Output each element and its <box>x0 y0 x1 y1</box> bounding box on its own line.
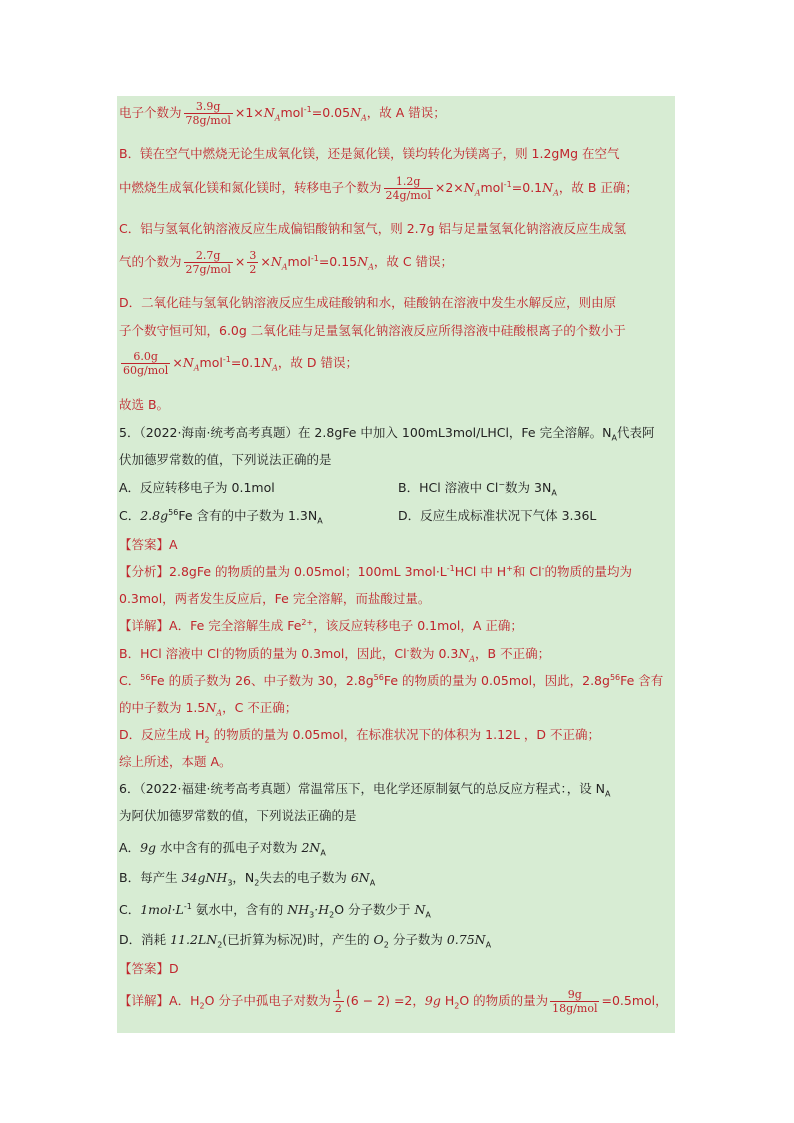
answer-5: 【答案】A <box>119 537 178 552</box>
answer-6: 【答案】D <box>119 961 179 976</box>
text: 电子个数为 <box>119 105 182 120</box>
line-5: 气的个数为 $\frac{2.7g}{\text{27g/mol}}$ × $\frac{3}{2}$ $\times N_Amol^{-1}=0.15N_A$，故 C 错误； <box>119 249 454 276</box>
analysis-5-line-1: 【分析】2.8gFe 的物质的量为 0.05mol；100mL $3mol\cdot L^{-1}HCl$ 中 H+和 Cl-的物质的量均为 <box>119 563 632 579</box>
line-8: $\frac{6.0g}{\text{60g/mol}}$ $\times N_Amol^{-1}=0.1N_A$，故 D 错误； <box>123 350 358 377</box>
detail-5-line-4: 的中子数为 $1.5N_A$，C 不正确； <box>119 700 298 718</box>
fraction: $\frac{6.0g}{\text{60g/mol}}$ <box>123 350 169 377</box>
fraction: $\frac{3.9g}{\text{78g/mol}}$ <box>185 100 231 127</box>
detail-5-line-3: C．$^{56}$Fe 的质子数为 26、中子数为 30，$2.8g^{56}Fe$ 的物质的量为 0.05mol，因此，$2.8g^{56}Fe$ 含有 <box>119 672 664 688</box>
fraction: $\frac{3}{2}$ <box>249 249 257 276</box>
line-6: D．二氧化硅与氢氧化钠溶液反应生成硅酸钠和水，硅酸钠在溶液中发生水解反应，则由原 <box>119 295 617 310</box>
fraction: $\frac{9g}{\text{18g/mol}}$ <box>552 988 598 1015</box>
line-7: 子个数守恒可知，6.0g 二氧化硅与足量氢氧化钠溶液反应所得溶液中硅酸根离子的个数小于 <box>119 323 626 338</box>
option-6b: B．每产生 34gNH$_3$，$N_2$失去的电子数为 $6N_A$ <box>119 870 376 888</box>
option-6a: A．9g 水中含有的孤电子对数为 $2N_A$ <box>119 840 326 858</box>
option-5b: B．HCl 溶液中 Cl−数为 $3N_A$ <box>398 479 557 498</box>
detail-6-line-1: 【详解】A．$H_2O$ 分子中孤电子对数为 $\frac{1}{2}$ (6 − 2) =2，9g $H_2O$ 的物质的量为 $\frac{9g}{\text{18g/mol}}$ =0.5mol， <box>119 988 668 1015</box>
question-5-line-1: 5．（2022·海南·统考高考真题）在 2.8gFe 中加入 100mL3mol/LHCl，Fe 完全溶解。$N_A$代表阿 <box>119 425 655 443</box>
detail-5-line-2: B．HCl 溶液中 Cl-的物质的量为 0.3mol，因此，Cl-数为 $0.3N_A$，B 不正确； <box>119 645 551 664</box>
option-5a: A．反应转移电子为 0.1mol <box>119 480 275 495</box>
detail-5-summary: 综上所述，本题 A。 <box>119 754 232 769</box>
line-9: 故选 B。 <box>119 397 170 412</box>
line-2: B．镁在空气中燃烧无论生成氧化镁，还是氮化镁，镁均转化为镁离子，则 1.2gMg 在空气 <box>119 146 620 161</box>
fraction: $\frac{1}{2}$ <box>334 988 342 1015</box>
option-6d: D．消耗 $11.2LN_2$(已折算为标况)时，产生的 $O_2$ 分子数为 $0.75N_A$ <box>119 932 492 950</box>
line-4: C．铝与氢氧化钠溶液反应生成偏铝酸钠和氢气，则 2.7g 铝与足量氢氧化钠溶液反应生成氢 <box>119 221 626 236</box>
detail-5-line-1: 【详解】A．Fe 完全溶解生成 $Fe^{2+}$，该反应转移电子 0.1mol，A 正确； <box>119 617 523 633</box>
detail-5-line-5: D．反应生成 $H_2$ 的物质的量为 0.05mol，在标准状况下的体积为 1.12L ，D 不正确； <box>119 727 601 745</box>
option-6c: C．$1mol\cdot L^{-1}$ 氨水中，含有的 $NH_3\cdot H_2O$ 分子数少于 $N_A$ <box>119 901 431 920</box>
fraction: $\frac{1.2g}{\text{24g/mol}}$ <box>385 175 431 202</box>
option-5d: D．反应生成标准状况下气体 3.36L <box>398 508 597 523</box>
question-6-line-2: 为阿伏加德罗常数的值，下列说法正确的是 <box>119 808 357 823</box>
option-5c: C．$2.8g^{56}Fe$ 含有的中子数为 $1.3N_A$ <box>119 507 323 526</box>
line-3: 中燃烧生成氧化镁和氮化镁时，转移电子个数为 $\frac{1.2g}{\text{24g/mol}}$ $\times 2\times N_Amol^{-1}=0.1N_A$，故 B 正确； <box>119 175 638 202</box>
analysis-5-line-2: 0.3mol，两者发生反应后，Fe 完全溶解，而盐酸过量。 <box>119 591 431 606</box>
question-5-line-2: 伏加德罗常数的值，下列说法正确的是 <box>119 452 332 467</box>
question-6-line-1: 6．（2022·福建·统考高考真题）常温常压下，电化学还原制氨气的总反应方程式：，设 $N_A$ <box>119 781 611 799</box>
fraction: $\frac{2.7g}{\text{27g/mol}}$ <box>185 249 231 276</box>
line-1: 电子个数为 $\frac{3.9g}{\text{78g/mol}}$ $\times 1\times N_Amol^{-1}=0.05N_A$，故 A 错误； <box>119 100 446 127</box>
